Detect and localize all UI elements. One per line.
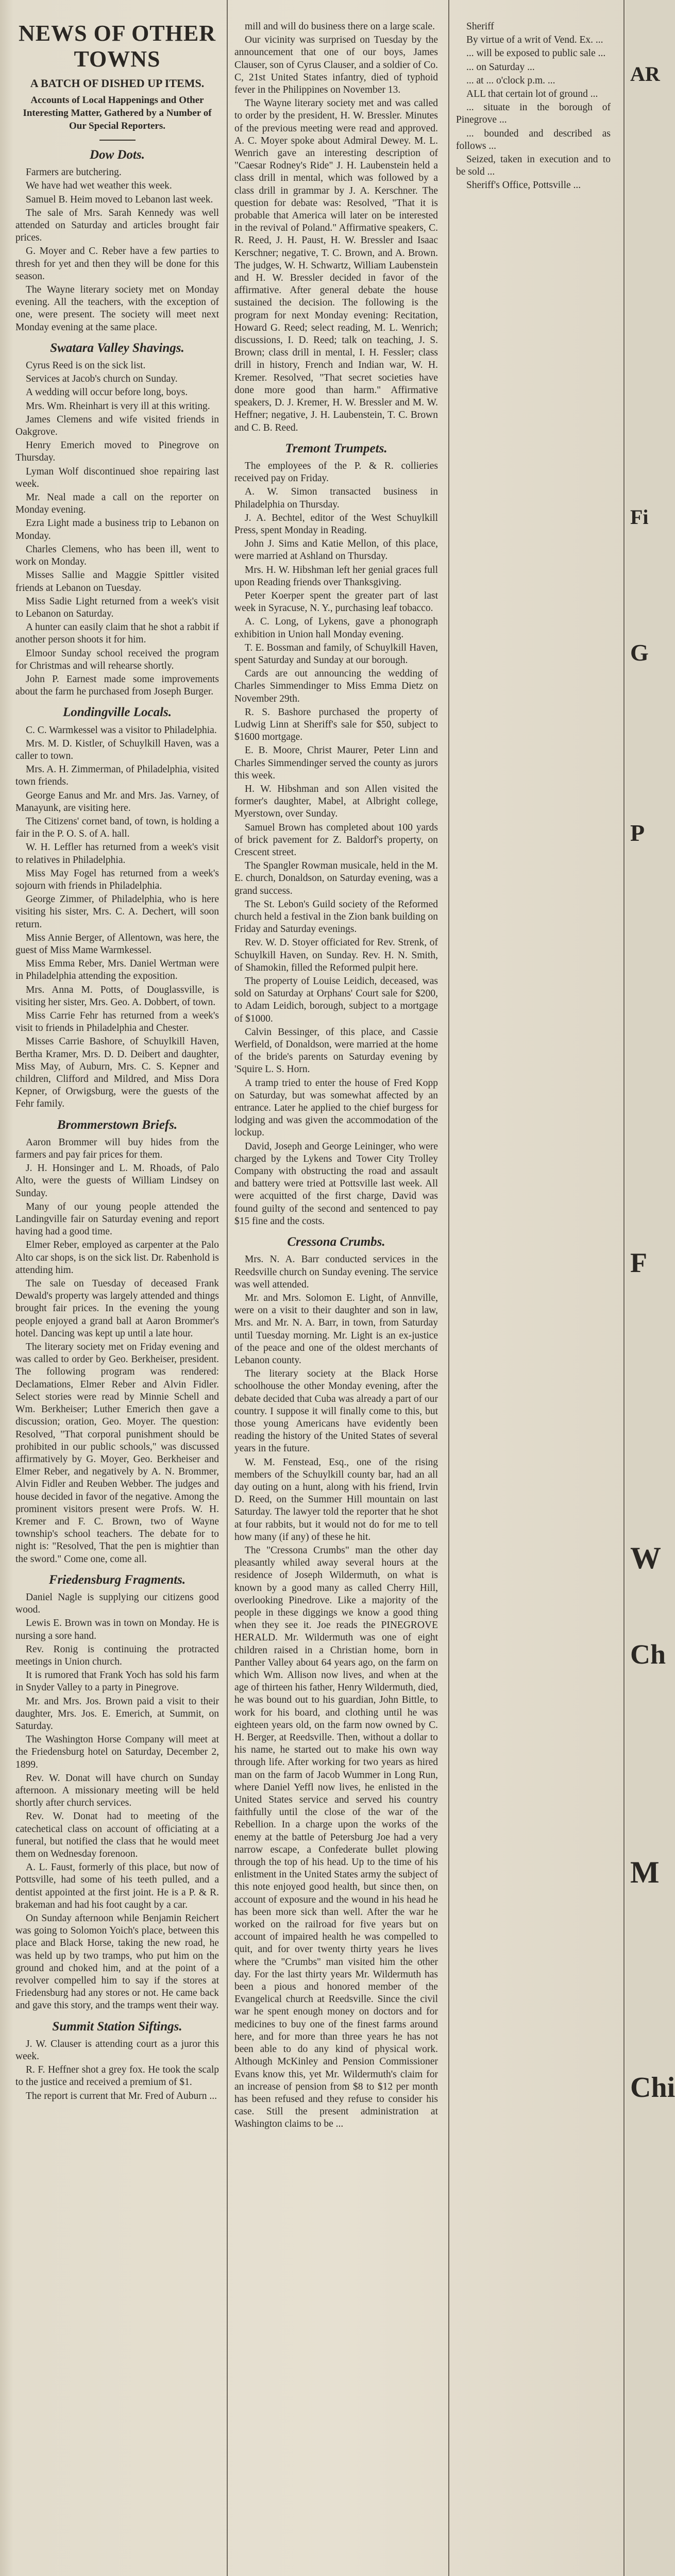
news-item: Miss May Fogel has returned from a week's sojourn with friends in Philadelphia. (15, 868, 219, 891)
news-item: The Wayne literary society met on Monday evening. All the teachers, with the exception of one, were present. The society will meet next Monday evening at the same place. (15, 284, 219, 333)
news-item: J. H. Honsinger and L. M. Rhoads, of Palo Alto, were the guests of William Lindsey on Sunday. (15, 1163, 219, 1199)
news-item: Miss Annie Berger, of Allentown, was here, the guest of Miss Mame Warmkessel. (15, 932, 219, 956)
edge-fragment: AR (630, 62, 660, 86)
news-item: Henry Emerich moved to Pinegrove on Thursday. (15, 440, 219, 464)
news-item: Elmoor Sunday school received the program for Christmas and will rehearse shortly. (15, 648, 219, 671)
news-item: Ezra Light made a business trip to Lebanon on Monday. (15, 518, 219, 541)
edge-fragment: G (630, 639, 649, 666)
news-item: A tramp tried to enter the house of Fred Kopp on Saturday, but was somewhat affected by an entrance. Later he applied to the chief burgess for lodging and was given the accommodation of the lockup. (234, 1077, 438, 1139)
news-item: Miss Emma Reber, Mrs. Daniel Wertman were in Philadelphia attending the exposition. (15, 958, 219, 982)
news-item: W. H. Leffler has returned from a week's visit to relatives in Philadelphia. (15, 842, 219, 866)
news-item: James Clemens and wife visited friends in Oakgrove. (15, 414, 219, 438)
news-item: Calvin Bessinger, of this place, and Cassie Werfield, of Donaldson, were married at the home of the bride's parents on Saturday evening by 'Squire L. S. Horn. (234, 1026, 438, 1075)
news-item: A wedding will occur before long, boys. (26, 387, 188, 398)
news-item: T. E. Bossman and family, of Schuylkill Haven, spent Saturday and Sunday at our borough. (234, 642, 438, 666)
divider (99, 140, 136, 141)
news-item: Mrs. A. H. Zimmerman, of Philadelphia, visited town friends. (15, 764, 219, 788)
news-item: Many of our young people attended the Landingville fair on Saturday evening and report having had a good time. (15, 1201, 219, 1238)
news-item: C. C. Warmkessel was a visitor to Philadelphia. (26, 724, 217, 736)
news-item: George Zimmer, of Philadelphia, who is here visiting his sister, Mrs. C. A. Dechert, will soon return. (15, 894, 219, 930)
news-item: John P. Earnest made some improvements about the farm he purchased from Joseph Burger. (15, 673, 219, 698)
column-right (456, 21, 611, 193)
news-item: R. F. Heffner shot a grey fox. He took the scalp to the justice and received a premium of $1. (15, 2064, 219, 2088)
news-item: J. W. Clauser is attending court as a juror this week. (15, 2038, 219, 2062)
news-item: Elmer Reber, employed as carpenter at the Palo Alto car shops, is on the sick list. Dr. Rabenhold is attending him. (15, 1240, 219, 1276)
news-item: Peter Koerper spent the greater part of last week in Syracuse, N. Y., purchasing leaf tobacco. (234, 590, 438, 614)
edge-fragment: Chi (630, 2072, 675, 2104)
news-item: Cyrus Reed is on the sick list. (26, 360, 146, 371)
news-item: Mr. and Mrs. Solomon E. Light, of Annville, were on a visit to their daughter and son in law, Mrs. and Mr. N. A. Barr, in town, from Saturday until Tuesday morning. Mr. Light is an ex-justice of the peace and one of the oldest merchants of Lebanon county. (234, 1292, 438, 1366)
news-item: H. W. Hibshman and son Allen visited the former's daughter, Mabel, at Albright college, Myerstown, over Sunday. (234, 783, 438, 820)
news-item: The literary society met on Friday evening and was called to order by Geo. Berkheiser, president. The following program was rendered: Declamations, Elmer Reber and Alvin Fidler. Select stories were read by Minnie Schell and Wm. Berkheiser; Luther Emerich then gave a discussion; oration, Geo. Moyer. The question: Resolved, "That corporal punishment should be prohibited in our public schools," was discussed affirmatively by G. Moyer, Geo. Berkheiser and Elmer Reber, and negatively by A. N. Brommer, Alvin Fidler and Reuben Webber. The judges and house decided in favor of the negative. Among the prominent visitors present were Profs. W. H. Kremer and F. C. Brown, two of Wayne township's school teachers. The debate for to night is: "Resolved, That the pen is mightier than the sword." Come one, come all. (15, 1342, 219, 1565)
news-item: Cards are out announcing the wedding of Charles Simmendinger to Miss Emma Dietz on November 29th. (234, 668, 438, 704)
news-item: The report is current that Mr. Fred of Auburn ... (26, 2090, 217, 2102)
news-item: A. W. Simon transacted business in Philadelphia on Thursday. (234, 486, 438, 510)
news-item: A hunter can easily claim that he shot a rabbit if another person shoots it for him. (15, 622, 219, 646)
section-heading: Friedensburg Fragments. (48, 1572, 186, 1587)
news-item: The "Cressona Crumbs" man the other day pleasantly whiled away several hours at the residence of Joseph Wildermuth, on what is known by a good many as called Cherry Hill, overlooking Pinedrove. Like a majority of the people in these diggings we know a good thing when they see it. Joe reads the PINEGROVE HERALD. Mr. Wildermuth was one of eight children raised in a Christian home, born in Panther Valley about 64 years ago, on the farm on which Wm. Allison now lives, and when at the age of thirteen his father, Henry Wildermuth, died, he was bound out to his guardian, John Bittle, to work for his board, and clothing until he was eighteen years old, on the farm now owned by C. H. Berger, at Reedsville. Then, without a dollar to his name, he started out to make his own way through life. After working for two years as hired man on the farm of Jacob Wummer in Long Run, where Daniel Yeffl now lives, he enlisted in the United States service and served his country faithfully until the close of the war of the Rebellion. In a charge upon the works of the enemy at the battle of Petersburg Joe had a very narrow escape, a Confederate bullet plowing through the top of his head. Up to the time of his enlistment in the United States army the subject of this note enjoyed good health, but since then, on account of exposure and the wound in his head he has been more sick than well. After the war he worked on the railroad for five years but on account of impaired health he was compelled to quit, and for over twenty thirty years he lives where the "Crumbs" man visited him the other day. For the last thirty years Mr. Wildermuth has been a pious and honored member of the Evangelical church at Reedsville. Since the civil war he spent enough money on doctors and for medicines to buy one of the finest farms around here, and for more than three years he has not been able to do any kind of physical work. Although McKinley and Pension Commissioner Evans know this, yet Mr. Wildermuth's claim for an increase of pension from $8 to $12 per month has been refused and they refuse to consider his case. Still the present administration at Washington claims to be ... (234, 1545, 438, 2130)
news-item: Samuel Brown has completed about 100 yards of brick pavement for Z. Baldorf's property, on Crescent street. (234, 822, 438, 858)
edge-fragment: Fi (630, 505, 649, 529)
news-item: Sheriff (466, 21, 494, 32)
news-item: The Washington Horse Company will meet at the Friedensburg hotel on Saturday, December 2, 1899. (15, 1734, 219, 1770)
news-item: Mr. Neal made a call on the reporter on Monday evening. (15, 492, 219, 516)
column-rule-1 (227, 0, 228, 2576)
news-item: Mrs. Anna M. Potts, of Douglassville, is visiting her sister, Mrs. Geo. A. Dobbert, of town. (15, 984, 219, 1008)
section-heading: Londingville Locals. (62, 705, 172, 720)
news-item: Misses Carrie Bashore, of Schuylkill Haven, Bertha Kramer, Mrs. D. D. Deibert and daughter, Miss May, of Auburn, Mrs. C. S. Kepner and children, Clifford and Mildred, and Miss Dora Kepner, of Orwigsburg, were the guests of the Fehr family. (15, 1036, 219, 1110)
edge-fragment: P (630, 820, 645, 846)
news-item: Mrs. N. A. Barr conducted services in the Reedsville church on Sunday evening. The service was well attended. (234, 1254, 438, 1290)
news-item: The Wayne literary society met and was called to order by the president, H. W. Bressler. Minutes of the previous meeting were read and approved. A. C. Moyer spoke about Admiral Dewey. M. L. Wenrich gave an interesting description of "Caesar Rodney's Ride" J. H. Laubenstein held a class drill in mental, which was followed by a class drill in grammar by J. A. Kerschner. The question for debate was: Resolved, "That it is probable that America will later on be interested in the revival of Poland." Affirmative speakers, C. R. Reed, J. H. Paust, H. W. Bressler and Isaac Kerschner; negative, T. C. Brown, and A. Brown. The judges, W. H. Schwartz, William Laubenstein and H. W. Bressler decided in favor of the affirmative. After general debate the house sustained the decision. The following is the program for next Monday evening: Recitation, Howard G. Reed; select reading, M. L. Wenrich; discussions, I. D. Reed; talk on teaching, J. S. Brown; class drill in mental, I. H. Fessler; class drill in history, French and Indian war, W. H. Kremer. Resolved, "That secret societies have done more good than harm." Affirmative speakers, D. J. Kremer, H. W. Bressler and M. W. Heffner; negative, J. H. Laubenstein, T. C. Brown and C. B. Reed. (234, 98, 438, 433)
adjacent-page-edge (626, 0, 675, 2576)
news-item: Rev. W. Donat will have church on Sunday afternoon. A missionary meeting will be held shortly after church services. (15, 1772, 219, 1809)
edge-fragment: W (630, 1541, 661, 1575)
section-heading: Brommerstown Briefs. (57, 1117, 178, 1132)
news-item: It is rumored that Frank Yoch has sold his farm in Snyder Valley to a party in Pinegrove. (15, 1670, 219, 1693)
news-item: The property of Louise Leidich, deceased, was sold on Saturday at Orphans' Court sale for $200, to Adam Leidich, borough, subject to a mortgage of $1000. (234, 976, 438, 1024)
news-item: A. L. Faust, formerly of this place, but now of Pottsville, had some of his teeth pulled, and a dentist appointed at the first joint. He is a P. & R. brakeman and had his foot caught by a car. (15, 1862, 219, 1910)
section-heading: Summit Station Siftings. (52, 2019, 182, 2033)
news-item: By virtue of a writ of Vend. Ex. ... (466, 35, 603, 46)
news-item: Rev. W. D. Stoyer officiated for Rev. Strenk, of Schuylkill Haven, on Sunday. Rev. H. N. Smith, of Shamokin, filled the Reformed pulpit here. (234, 937, 438, 973)
news-item: Mrs. H. W. Hibshman left her genial graces full upon Reading friends over Thanksgiving. (234, 564, 438, 588)
column-middle (234, 21, 438, 2132)
news-item: Farmers are butchering. (26, 167, 122, 178)
news-item: The literary society at the Black Horse schoolhouse the other Monday evening, after the debate decided that Cuba was already a part of our country. I suppose it will finally come to this, but those young Americans have evidently been reading the history of the United States of several years in the future. (234, 1368, 438, 1454)
news-item: ... bounded and described as follows ... (456, 128, 611, 151)
news-item: ... on Saturday ... (466, 61, 535, 73)
news-item: Seized, taken in execution and to be sold ... (456, 154, 611, 178)
news-item: ALL that certain lot of ground ... (466, 89, 598, 100)
column-rule-2 (448, 0, 449, 2576)
headline-subdeck: Accounts of Local Happenings and Other Interesting Matter, Gathered by a Number of Our Special Reporters. (23, 95, 212, 131)
news-item: We have had wet weather this week. (26, 180, 172, 192)
news-item: Mrs. M. D. Kistler, of Schuylkill Haven, was a caller to town. (15, 738, 219, 761)
headline-deck: A BATCH OF DISHED UP ITEMS. (30, 77, 205, 90)
news-item: Our vicinity was surprised on Tuesday by the announcement that one of our boys, James Clauser, son of Cyrus Clauser, and a soldier of Co. C, 21st United States infantry, died of typhoid fever in the Philippines on November 13. (234, 35, 438, 96)
news-item: R. S. Bashore purchased the property of Ludwig Linn at Sheriff's sale for $50, subject to $1600 mortgage. (234, 706, 438, 743)
column-rule-3 (623, 0, 625, 2576)
news-item: Rev. Ronig is continuing the protracted meetings in Union church. (15, 1643, 219, 1667)
news-item: Rev. W. Donat had to meeting of the catechetical class on account of officiating at a funeral, but notified the class that he would meet them on Wednesday forenoon. (15, 1811, 219, 1859)
news-item: Mr. and Mrs. Jos. Brown paid a visit to their daughter, Mrs. Jos. E. Emerich, at Summit, on Saturday. (15, 1696, 219, 1732)
news-item: Lewis E. Brown was in town on Monday. He is nursing a sore hand. (15, 1618, 219, 1641)
news-item: Services at Jacob's church on Sunday. (26, 374, 178, 385)
news-item: On Sunday afternoon while Benjamin Reichert was going to Solomon Yoich's place, between this place and Black Horse, taking the new road, he was held up by two tramps, who put him on the ground and choked him, and at the point of a revolver compelled him to say if the stores at Friedensburg had any stores or not. He came back and gave this story, and the tramps went their way. (15, 1913, 219, 2011)
news-item: A. C. Long, of Lykens, gave a phonograph exhibition in Union hall Monday evening. (234, 616, 438, 640)
news-item: John J. Sims and Katie Mellon, of this place, were married at Ashland on Thursday. (234, 538, 438, 562)
news-item: ... at ... o'clock p.m. ... (466, 75, 555, 86)
news-item: E. B. Moore, Christ Maurer, Peter Linn and Charles Simmendinger served the county as jurors this week. (234, 745, 438, 781)
news-item: The St. Lebon's Guild society of the Reformed church held a festival in the Zion bank building on Friday and Saturday evenings. (234, 899, 438, 935)
page-title: NEWS OF OTHER TOWNS (19, 21, 216, 72)
news-item: Aaron Brommer will buy hides from the farmers and pay fair prices for them. (15, 1137, 219, 1161)
news-item: The sale on Tuesday of deceased Frank Dewald's property was largely attended and things brought fair prices. In the evening the young people enjoyed a grand ball at Aaron Brommer's hotel. Dancing was kept up until a late hour. (15, 1278, 219, 1339)
news-item: ... will be exposed to public sale ... (466, 48, 606, 59)
news-item: Sheriff's Office, Pottsville ... (466, 180, 581, 191)
section-heading: Tremont Trumpets. (285, 441, 387, 455)
news-item: mill and will do business there on a large scale. (245, 21, 435, 32)
news-item: The sale of Mrs. Sarah Kennedy was well attended on Saturday and articles brought fair prices. (15, 207, 219, 244)
section-heading: Swatara Valley Shavings. (50, 341, 184, 355)
news-item: The Spangler Rowman musicale, held in the M. E. church, Donaldson, on Saturday evening, was a grand success. (234, 860, 438, 896)
edge-fragment: M (630, 1855, 660, 1889)
edge-fragment: F (630, 1247, 647, 1278)
news-item: The employees of the P. & R. collieries received pay on Friday. (234, 460, 438, 484)
news-item: Miss Carrie Fehr has returned from a week's visit to friends in Philadelphia and Chester. (15, 1010, 219, 1034)
news-item: The Citizens' cornet band, of town, is holding a fair in the P. O. S. of A. hall. (15, 816, 219, 840)
section-heading: Dow Dots. (90, 148, 145, 162)
news-item: J. A. Bechtel, editor of the West Schuylkill Press, spent Monday in Reading. (234, 512, 438, 536)
news-item: Mrs. Wm. Rheinhart is very ill at this writing. (26, 400, 210, 412)
column-left (15, 21, 219, 2104)
edge-fragment: Ch (630, 1639, 666, 1670)
news-item: Lyman Wolf discontinued shoe repairing last week. (15, 466, 219, 489)
news-item: G. Moyer and C. Reber have a few parties to thresh for yet and then they will be done for this season. (15, 246, 219, 282)
news-item: George Eanus and Mr. and Mrs. Jas. Varney, of Manayunk, are visiting here. (15, 790, 219, 814)
news-item: Charles Clemens, who has been ill, went to work on Monday. (15, 544, 219, 568)
news-item: David, Joseph and George Leininger, who were charged by the Lykens and Tower City Trolley Company with obstructing the road and assault and battery were tried at Pottsville last week. All were acquitted of the first charge, David was found guilty of the second and sentenced to pay $15 fine and the costs. (234, 1141, 438, 1227)
news-item: W. M. Fenstead, Esq., one of the rising members of the Schuylkill county bar, had an all day outing on a hunt, along with his friend, Irvin D. Reed, on the Summer Hill mountain on last Saturday. The lawyer told the reporter that he shot at four rabbits, but it would not do for me to tell how many (if any) of these he hit. (234, 1456, 438, 1543)
news-item: Misses Sallie and Maggie Spittler visited friends at Lebanon on Tuesday. (15, 570, 219, 594)
section-heading: Cressona Crumbs. (287, 1235, 385, 1249)
news-item: ... situate in the borough of Pinegrove ... (456, 102, 611, 126)
news-item: Miss Sadie Light returned from a week's visit to Lebanon on Saturday. (15, 596, 219, 619)
news-item: Samuel B. Heim moved to Lebanon last week. (26, 194, 213, 205)
news-item: Daniel Nagle is supplying our citizens good wood. (15, 1591, 219, 1616)
